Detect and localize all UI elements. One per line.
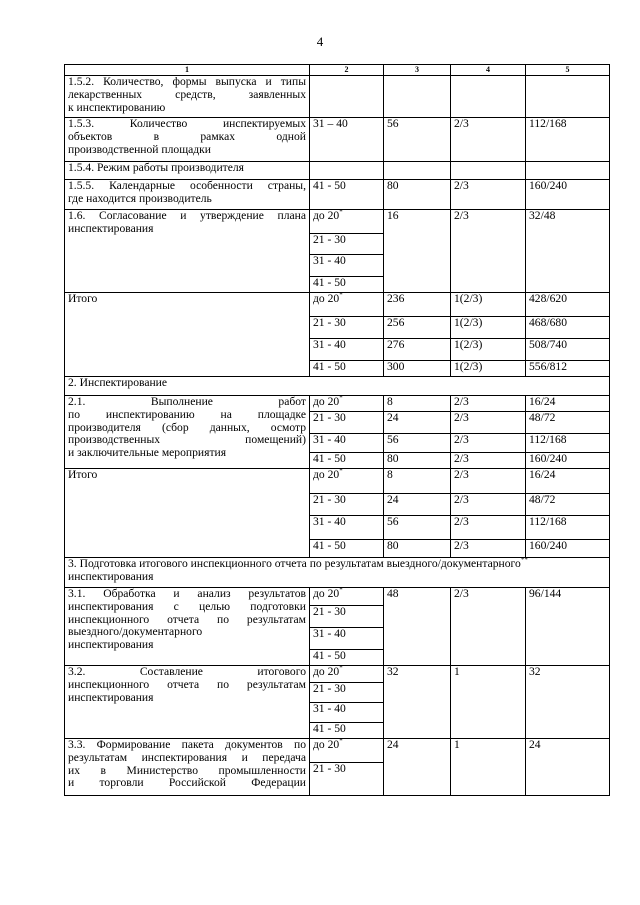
row-label: 1.5.4. Режим работы производителя: [65, 162, 310, 180]
cell-rate: 2/3: [451, 540, 526, 558]
cell-range: 31 - 40: [310, 703, 384, 723]
header-cell: 5: [526, 65, 610, 76]
section-title: 2. Инспектирование: [65, 377, 610, 396]
cell-range: 21 - 30: [310, 412, 384, 434]
cell-total: 160/240: [526, 540, 610, 558]
cell-hours: 80: [384, 540, 451, 558]
section-row: [65, 558, 610, 588]
cell-rate: 1(2/3): [451, 339, 526, 361]
table-row: [65, 118, 610, 162]
cell-hours: 236: [384, 293, 451, 317]
cell-total: 24: [526, 739, 610, 796]
table-row: [65, 469, 610, 494]
cell-range: 31 - 40: [310, 628, 384, 650]
cell-range: до 20*: [310, 739, 384, 763]
cell-range: 21 - 30: [310, 234, 384, 255]
cell-total: 160/240: [526, 453, 610, 469]
cell-rate: 2/3: [451, 453, 526, 469]
cell-total: 48/72: [526, 412, 610, 434]
page-number: 4: [316, 34, 324, 49]
cell-total: 160/240: [526, 180, 610, 210]
cell-range: до 20*: [310, 588, 384, 606]
row-label: Итого: [65, 469, 310, 558]
table-row: [65, 293, 610, 317]
cell-total: 468/680: [526, 317, 610, 339]
cell-range: 31 - 40: [310, 434, 384, 453]
inspection-table: [64, 64, 610, 796]
cell-hours: 276: [384, 339, 451, 361]
row-label: 1.5.3. Количество инспектируемых объектов в рамках одной производственной площадки: [65, 118, 310, 162]
cell-hours: 80: [384, 180, 451, 210]
table-row: [65, 396, 610, 412]
cell-rate: 2/3: [451, 434, 526, 453]
cell-hours: 24: [384, 739, 451, 796]
table-header-row: [65, 65, 610, 76]
cell-hours: 256: [384, 317, 451, 339]
table-row: [65, 739, 610, 763]
table-row: [65, 180, 610, 210]
cell-range: 41 - 50: [310, 540, 384, 558]
cell-total: 16/24: [526, 469, 610, 494]
cell-total: 112/168: [526, 434, 610, 453]
cell-hours: 300: [384, 361, 451, 377]
cell-rate: 2/3: [451, 210, 526, 293]
cell-hours: 56: [384, 118, 451, 162]
row-label: 1.5.5. Календарные особенности страны, где находится производитель: [65, 180, 310, 210]
row-label: Итого: [65, 293, 310, 377]
cell-range: 41 - 50: [310, 180, 384, 210]
cell-range: 21 - 30: [310, 763, 384, 796]
cell-hours: 8: [384, 469, 451, 494]
table-row: [65, 588, 610, 606]
row-label: 3.1. Обработка и анализ результатов инспектирования с целью подготовки инспекционного отчета по результатам выездного/документарного инспектирования: [65, 588, 310, 666]
cell-range: до 20*: [310, 293, 384, 317]
cell-total: 96/144: [526, 588, 610, 666]
cell-range: 41 - 50: [310, 723, 384, 739]
cell-hours: 80: [384, 453, 451, 469]
cell-hours: 56: [384, 516, 451, 540]
cell-range: до 20*: [310, 469, 384, 494]
row-label: 1.5.2. Количество, формы выпуска и типы лекарственных средств, заявленных к инспектированию: [65, 76, 310, 118]
cell-range: 31 - 40: [310, 255, 384, 277]
cell-range: 31 - 40: [310, 339, 384, 361]
cell-range: до 20*: [310, 666, 384, 683]
cell-range: 21 - 30: [310, 606, 384, 628]
cell-total: 32: [526, 666, 610, 739]
row-label: 1.6. Согласование и утверждение плана инспектирования: [65, 210, 310, 293]
header-cell: 1: [65, 65, 310, 76]
cell-rate: 2/3: [451, 118, 526, 162]
header-cell: 4: [451, 65, 526, 76]
section-row: [65, 377, 610, 396]
cell-range: 31 - 40: [310, 516, 384, 540]
cell-total: 508/740: [526, 339, 610, 361]
table-row: [65, 162, 610, 180]
cell-range: 21 - 30: [310, 317, 384, 339]
cell-rate: 2/3: [451, 412, 526, 434]
cell-range: до 20*: [310, 210, 384, 234]
cell-range: 41 - 50: [310, 453, 384, 469]
cell-total: 428/620: [526, 293, 610, 317]
cell-range: 41 - 50: [310, 361, 384, 377]
cell-range: 21 - 30: [310, 494, 384, 516]
row-label: 2.1. Выполнение работ по инспектированию на площадке производителя (сбор данных, осмотр производственных помещений) и заключительные мероприятия: [65, 396, 310, 469]
cell-total: 556/812: [526, 361, 610, 377]
cell-rate: 2/3: [451, 588, 526, 666]
cell-rate: 2/3: [451, 180, 526, 210]
cell-hours: 32: [384, 666, 451, 739]
cell-rate: 2/3: [451, 494, 526, 516]
cell-range: 31 – 40: [310, 118, 384, 162]
cell-hours: 8: [384, 396, 451, 412]
cell-total: 48/72: [526, 494, 610, 516]
cell-range: 21 - 30: [310, 683, 384, 703]
table-row: [65, 666, 610, 683]
cell-range: до 20*: [310, 396, 384, 412]
cell-rate: 1: [451, 739, 526, 796]
cell-hours: 16: [384, 210, 451, 293]
cell-range: 41 - 50: [310, 277, 384, 293]
cell-rate: 1: [451, 666, 526, 739]
header-cell: 2: [310, 65, 384, 76]
table-row: [65, 76, 610, 118]
cell-range: 41 - 50: [310, 650, 384, 666]
cell-hours: 24: [384, 412, 451, 434]
cell-rate: 2/3: [451, 516, 526, 540]
cell-rate: 2/3: [451, 469, 526, 494]
cell-hours: 24: [384, 494, 451, 516]
cell-hours: 48: [384, 588, 451, 666]
cell-total: 112/168: [526, 118, 610, 162]
row-label: 3.3. Формирование пакета документов по результатам инспектирования и передача их в Министерство промышленности и торговли Российской Федерации: [65, 739, 310, 796]
cell-rate: 1(2/3): [451, 317, 526, 339]
cell-rate: 1(2/3): [451, 361, 526, 377]
cell-total: 112/168: [526, 516, 610, 540]
cell-rate: 2/3: [451, 396, 526, 412]
row-label: 3.2. Составление итогового инспекционного отчета по результатам инспектирования: [65, 666, 310, 739]
section-title: 3. Подготовка итогового инспекционного отчета по результатам выездного/документарного** инспектирования: [65, 558, 610, 588]
cell-total: 32/48: [526, 210, 610, 293]
cell-rate: 1(2/3): [451, 293, 526, 317]
cell-hours: 56: [384, 434, 451, 453]
header-cell: 3: [384, 65, 451, 76]
cell-total: 16/24: [526, 396, 610, 412]
table-row: [65, 210, 610, 234]
